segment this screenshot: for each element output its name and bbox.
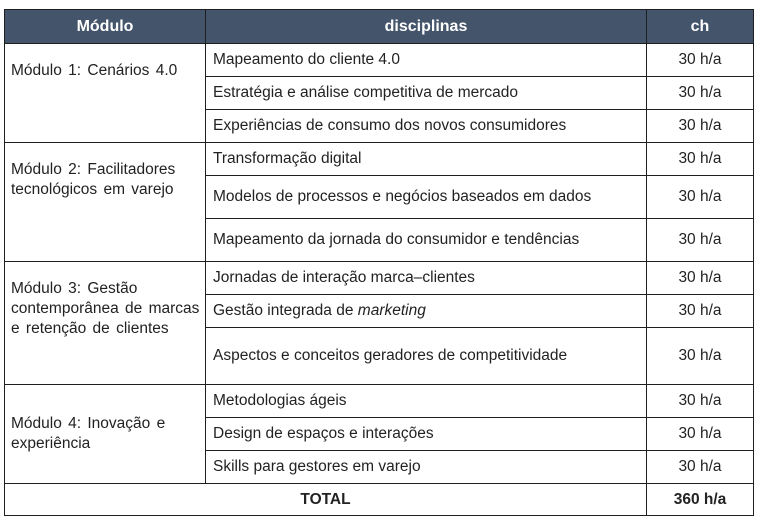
total-label: TOTAL	[5, 484, 647, 516]
header-ch: ch	[647, 10, 754, 44]
module-cell: Módulo 4: Inovação e experiência	[5, 385, 206, 484]
discipline-cell: Design de espaços e interações	[206, 418, 647, 451]
ch-cell: 30 h/a	[647, 110, 754, 143]
discipline-cell: Skills para gestores em varejo	[206, 451, 647, 484]
ch-cell: 30 h/a	[647, 143, 754, 176]
total-value: 360 h/a	[647, 484, 754, 516]
discipline-text: Gestão integrada de	[213, 302, 358, 319]
curriculum-table	[4, 9, 754, 516]
discipline-cell: Mapeamento da jornada do consumidor e tendências	[206, 219, 647, 262]
ch-cell: 30 h/a	[647, 385, 754, 418]
table-row	[5, 143, 754, 176]
module-cell: Módulo 2: Facilitadores tecnológicos em varejo	[5, 143, 206, 262]
header-row	[5, 10, 754, 44]
ch-cell: 30 h/a	[647, 328, 754, 385]
ch-cell: 30 h/a	[647, 451, 754, 484]
discipline-cell: Aspectos e conceitos geradores de competitividade	[206, 328, 647, 385]
header-disciplinas: disciplinas	[206, 10, 647, 44]
ch-cell: 30 h/a	[647, 44, 754, 77]
discipline-cell	[206, 295, 647, 328]
discipline-cell: Modelos de processos e negócios baseados em dados	[206, 176, 647, 219]
header-modulo: Módulo	[5, 10, 206, 44]
discipline-cell: Estratégia e análise competitiva de mercado	[206, 77, 647, 110]
ch-cell: 30 h/a	[647, 77, 754, 110]
discipline-emphasis: marketing	[357, 302, 426, 319]
ch-cell: 30 h/a	[647, 262, 754, 295]
table-row	[5, 44, 754, 77]
table-body	[5, 44, 754, 516]
ch-cell: 30 h/a	[647, 176, 754, 219]
ch-cell: 30 h/a	[647, 418, 754, 451]
module-cell: Módulo 1: Cenários 4.0	[5, 44, 206, 143]
discipline-cell: Metodologias ágeis	[206, 385, 647, 418]
table-row	[5, 262, 754, 295]
discipline-cell: Mapeamento do cliente 4.0	[206, 44, 647, 77]
table-header	[5, 10, 754, 44]
total-row	[5, 484, 754, 516]
ch-cell: 30 h/a	[647, 219, 754, 262]
ch-cell: 30 h/a	[647, 295, 754, 328]
discipline-cell: Experiências de consumo dos novos consumidores	[206, 110, 647, 143]
table-row	[5, 385, 754, 418]
discipline-cell: Jornadas de interação marca–clientes	[206, 262, 647, 295]
module-cell: Módulo 3: Gestão contemporânea de marcas e retenção de clientes	[5, 262, 206, 385]
discipline-cell: Transformação digital	[206, 143, 647, 176]
